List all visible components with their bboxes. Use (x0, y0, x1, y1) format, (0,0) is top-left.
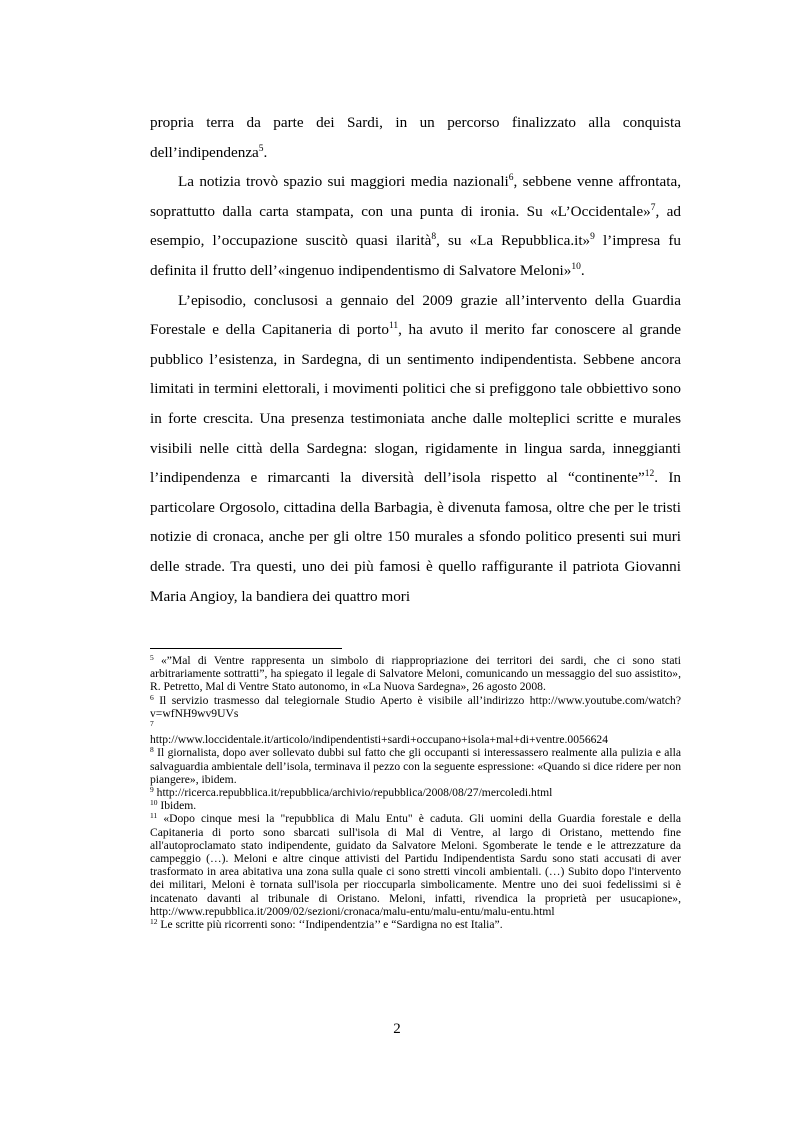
footnote-number: 11 (150, 811, 158, 821)
footnote-text: Il giornalista, dopo aver sollevato dubbi sul fatto che gli occupanti si interessassero realmente alla pulizia e alla salvaguardia ambientale dell’isola, terminava il pezzo con la seguente espressione: «Quando si dice ridere per non piangere», ibidem. (150, 746, 681, 786)
footnote-link[interactable]: http://ricerca.repubblica.it/repubblica/archivio/repubblica/2008/08/27/mercoledi.html (153, 786, 553, 800)
page-number: 2 (393, 1021, 401, 1037)
paragraph-text: L’episodio, conclusosi a gennaio del 2009 grazie all’intervento della Guardia Forestale e della Capitaneria di porto (150, 291, 681, 339)
paragraph-text: . (263, 143, 268, 161)
footnote-7 (150, 720, 681, 733)
footnote-5 (150, 654, 681, 694)
footnote-link[interactable]: http://www.loccidentale.it/articolo/indipendentisti+sardi+occupano+isola+mal+di+ventre.0056624 (150, 733, 609, 747)
footnote-number: 6 (150, 692, 154, 702)
paragraph-text: . In particolare Orgosolo, cittadina della Barbagia, è divenuta famosa, oltre che per le tristi notizie di cronaca, anche per gli oltre 150 murales a sfondo politico presenti sui muri delle strade. Tra questi, uno dei più famosi è quello raffigurante il patriota Giovanni Maria Angioy, la bandiera dei quattro mori (150, 469, 681, 605)
footnote-6 (150, 694, 681, 720)
footnote-ref[interactable]: 6 (508, 173, 514, 184)
footnote-number: 7 (150, 719, 154, 729)
footnote-number: 10 (150, 798, 158, 808)
footnote-ref[interactable]: 12 (644, 469, 655, 480)
paragraph-text: , su «La Repubblica.it» (436, 232, 591, 250)
footnote-8 (150, 746, 681, 786)
paragraph-text: La notizia trovò spazio sui maggiori media nazionali (178, 173, 509, 191)
paragraph-text: . (580, 261, 585, 279)
footnote-number: 5 (150, 653, 154, 662)
footnote-number: 8 (150, 745, 154, 755)
paragraph-text: , sebbene venne affrontata, soprattutto dalla carta stampata, con una punta di ironia. Su «L’Occidentale» (150, 173, 681, 220)
footnote-10 (150, 799, 681, 812)
paragraph-text: , ha avuto il merito far conoscere al grande pubblico l’esistenza, in Sardegna, di un sentimento indipendentista. Sebbene ancora limitati in termini elettorali, i movimenti politici che si prefiggono tale obbiettivo sono in forte crescita. Una presenza testimoniata anche dalle molteplici scritte e murales visibili nelle città della Sardegna: slogan, rigidamente in lingua sarda, inneggianti l’indipendenza e rimarcanti la diversità dell’isola rispetto al “continente” (150, 321, 681, 487)
footnote-ref[interactable]: 9 (590, 232, 595, 243)
main-text (150, 108, 681, 611)
footnote-number: 12 (150, 917, 158, 927)
paragraph-1 (150, 108, 681, 167)
footnote-ref[interactable]: 5 (258, 143, 264, 154)
footnote-12 (150, 918, 681, 931)
paragraph-text: l’impresa fu definita il frutto dell’«ingenuo indipendentismo di Salvatore Meloni» (150, 232, 681, 279)
footnote-7-url (150, 733, 681, 746)
footnote-ref[interactable]: 7 (650, 202, 656, 213)
paragraph-3 (150, 286, 681, 612)
paragraph-2 (150, 167, 681, 285)
footnote-ref[interactable]: 8 (431, 232, 437, 243)
body-text (150, 108, 681, 611)
paragraph-text: , ad esempio, l’occupazione suscitò quasi ilarità (150, 202, 681, 250)
footnote-9 (150, 786, 681, 799)
footnote-separator (150, 648, 342, 649)
paragraph-text: propria terra da parte dei Sardi, in un percorso finalizzato alla conquista dell’indipendenza (150, 114, 681, 161)
footnote-text: Le scritte più ricorrenti sono: ‘‘Indipendentzia’’ e “Sardigna no est Italia”. (157, 918, 503, 932)
footnote-ref[interactable]: 10 (571, 261, 581, 272)
footnote-text: «Dopo cinque mesi la "repubblica di Malu Entu" è caduta. Gli uomini della Guardia forestale e della Capitaneria di porto sono sbarcati sull'isola di Mal di Ventre, al largo di Oristano, mettendo fine all'autoproclamato stato indipendente, guidato da Salvatore Meloni. Sgomberate le tende e le attrezzature da campeggio (…). Meloni e altre cinque attivisti del Partidu Indipendentista Sardu sono stati accusati di aver trasformato in area abitativa una zona sulla quale ci sono stretti vincoli ambientali. (…) Subito dopo l'intervento dei militari, Meloni è tornata sull'isola per rioccuparla simbolicamente. Mentre uno dei suoi fedelissimi si è incatenato davanti al tribunale di Oristano. Meloni, infatti, rivendica la proprietà per usucapione», http://www.repubblica.it/2009/02/sezioni/cronaca/malu-entu/malu-entu/malu-entu.html (150, 812, 681, 918)
footnote-text: Ibidem. (157, 799, 197, 813)
footnote-text: «”Mal di Ventre rappresenta un simbolo di riappropriazione dei territori dei sardi, che ci sono stati arbitrariamente sottratti”, ha spiegato il legale di Salvatore Meloni, comunicando un messaggio del suo assistito», R. Petretto, Mal di Ventre Stato autonomo, in «La Nuova Sardegna», 26 agosto 2008. (150, 654, 681, 694)
footnote-ref[interactable]: 11 (388, 321, 399, 332)
footnotes (150, 654, 681, 931)
footnote-text[interactable]: Il servizio trasmesso dal telegiornale Studio Aperto è visibile all’indirizzo http://www.youtube.com/watch?v=wfNH9wv9UVs (150, 693, 681, 720)
footnote-11 (150, 812, 681, 918)
footnote-number: 9 (150, 785, 154, 795)
